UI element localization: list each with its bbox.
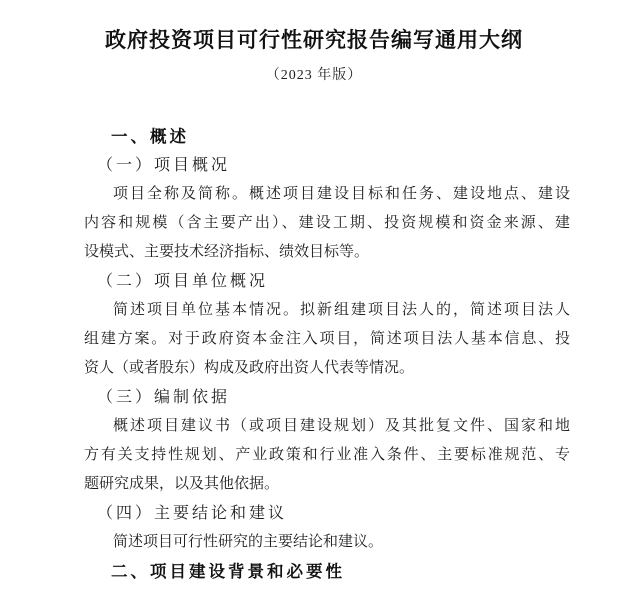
paragraph bbox=[84, 528, 570, 557]
paragraph bbox=[84, 180, 570, 267]
subsection-heading: （三）编制依据 bbox=[97, 389, 231, 406]
section-heading: 二、项目建设背景和必要性 bbox=[111, 562, 345, 581]
subsection-heading: （二）项目单位概况 bbox=[97, 273, 269, 290]
section-heading: 一、概述 bbox=[111, 127, 189, 146]
paragraph-line: 内容和规模（含主要产出）、建设工期、投资规模和资金来源、建 bbox=[84, 215, 570, 231]
document-subtitle: （2023 年版） bbox=[265, 68, 363, 83]
document-body bbox=[84, 122, 570, 586]
paragraph-line: 资人（或者股东）构成及政府出资人代表等情况。 bbox=[84, 360, 415, 376]
paragraph-line: 简述项目单位基本情况。拟新组建项目法人的，简述项目法人 bbox=[113, 302, 570, 318]
paragraph-line: 概述项目建议书（或项目建设规划）及其批复文件、国家和地 bbox=[113, 418, 570, 434]
paragraph-line: 项目全称及简称。概述项目建设目标和任务、建设地点、建设 bbox=[113, 186, 570, 202]
paragraph-line: 方有关支持性规划、产业政策和行业准入条件、主要标准规范、专 bbox=[84, 447, 570, 463]
paragraph-line: 题研究成果，以及其他依据。 bbox=[84, 476, 280, 492]
paragraph-line: 设模式、主要技术经济指标、绩效目标等。 bbox=[84, 244, 370, 260]
paragraph-line: 组建方案。对于政府资本金注入项目，简述项目法人基本信息、投 bbox=[84, 331, 570, 347]
subsection-heading: （四）主要结论和建议 bbox=[97, 505, 288, 522]
document-title: 政府投资项目可行性研究报告编写通用大纲 bbox=[105, 28, 523, 52]
subsection-heading: （一）项目概况 bbox=[97, 157, 231, 174]
paragraph-line: 简述项目可行性研究的主要结论和建议。 bbox=[113, 534, 384, 550]
paragraph bbox=[84, 412, 570, 499]
paragraph bbox=[84, 296, 570, 383]
